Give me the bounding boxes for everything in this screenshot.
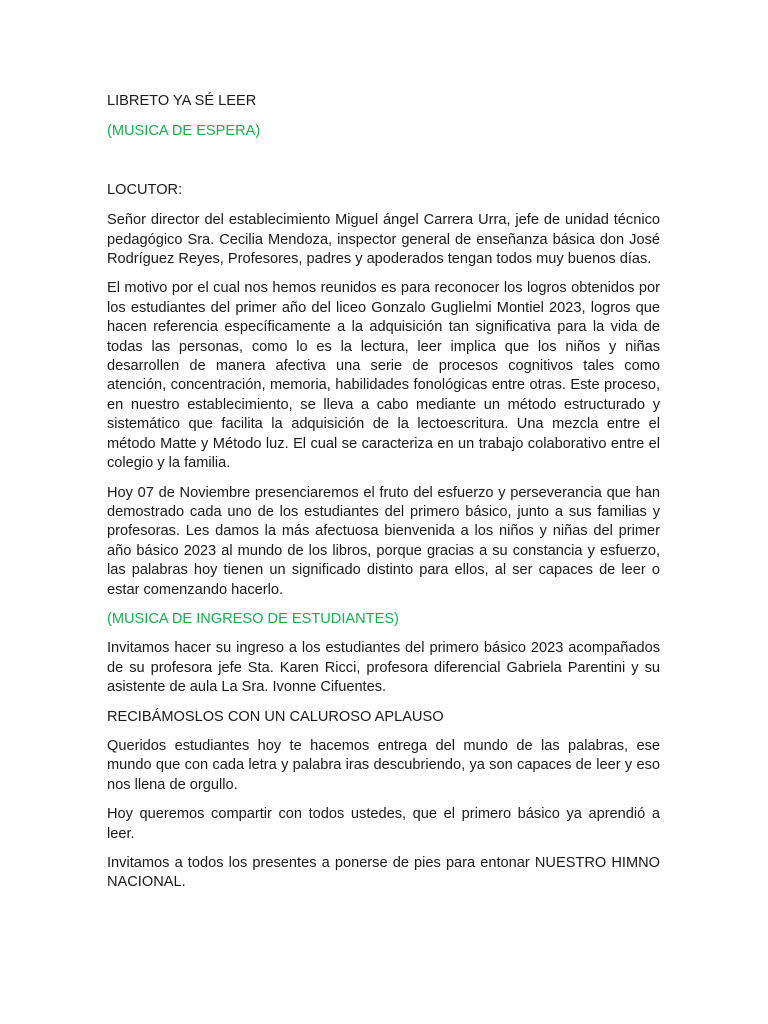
cue-waiting-music: (MUSICA DE ESPERA) [107,123,261,140]
cue-student-entry-music: (MUSICA DE INGRESO DE ESTUDIANTES) [107,610,399,627]
document-page [107,92,660,903]
speaker-label: LOCUTOR: [107,181,183,198]
paragraph-greeting: Señor director del establecimiento Miguel ángel Carrera Urra, jefe de unidad técnico pedagógico Sra. Cecilia Mendoza, inspector general de enseñanza básica don José Rodríguez Reyes, Profesores, padres y apoderados tengan todos muy buenos días. [107,212,660,268]
paragraph-today: Hoy 07 de Noviembre presenciaremos el fruto del esfuerzo y perseverancia que han demostrado cada uno de los estudiantes del primero básico, junto a sus familias y profesoras. Les damos la más afectuosa bienvenida a los niños y niñas del primer año básico 2023 al mundo de los libros, porque gracias a su constancia y esfuerzo, las palabras hoy tienen un significado distinto para ellos, al ser capaces de leer o estar comenzando hacerlo. [107,484,660,598]
paragraph-invitation: Invitamos hacer su ingreso a los estudiantes del primero básico 2023 acompañados de su profesora jefe Sta. Karen Ricci, profesora diferencial Gabriela Parentini y su asistente de aula La Sra. Ivonne Cifuentes. [107,640,660,696]
paragraph-applause: RECIBÁMOSLOS CON UN CALUROSO APLAUSO [107,708,444,725]
paragraph-share: Hoy queremos compartir con todos ustedes, que el primero básico ya aprendió a leer. [107,806,660,842]
paragraph-anthem: Invitamos a todos los presentes a ponerse de pies para entonar NUESTRO HIMNO NACIONAL. [107,855,660,891]
paragraph-purpose: El motivo por el cual nos hemos reunidos es para reconocer los logros obtenidos por los estudiantes del primer año del liceo Gonzalo Guglielmi Montiel 2023, logros que hacen referencia específicamente a la adquisición tan significativa para la vida de todas las personas, como lo es la lectura, leer implica que los niños y niñas desarrollen de manera afectiva una serie de procesos cognitivos tales como atención, concentración, memoria, habilidades fonológicas entre otras. Este proceso, en nuestro establecimiento, se lleva a cabo mediante un método estructurado y sistemático que facilita la adquisición de la lectoescritura. Una mezcla entre el método Matte y Método luz. El cual se caracteriza en un trabajo colaborativo entre el colegio y la familia. [107,280,660,472]
paragraph-students: Queridos estudiantes hoy te hacemos entrega del mundo de las palabras, ese mundo que con cada letra y palabra iras descubriendo, ya son capaces de leer y eso nos llena de orgullo. [107,737,660,793]
document-title: LIBRETO YA SÉ LEER [107,93,257,109]
